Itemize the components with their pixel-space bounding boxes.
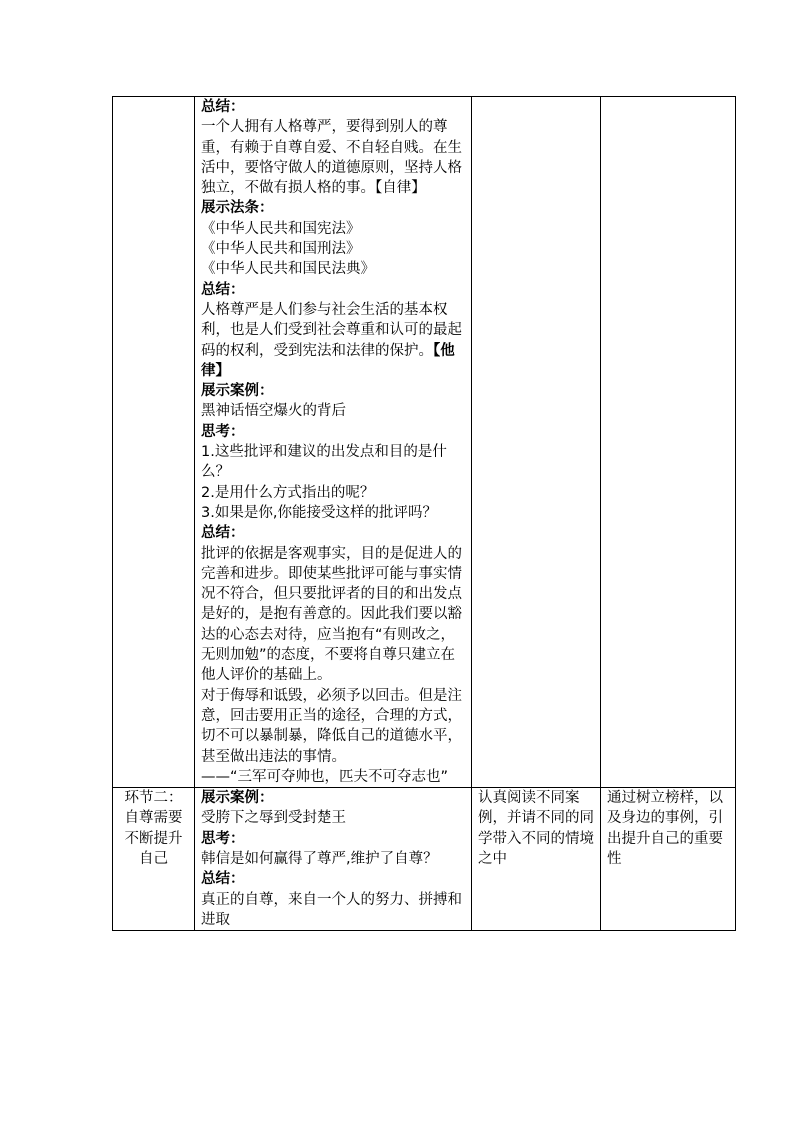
stage-cell: 环节二：自尊需要不断提升自己: [113, 788, 195, 931]
content-paragraph: 真正的自尊，来自一个人的努力、拼搏和进取: [201, 891, 462, 928]
question-item: 1.这些批评和建议的出发点和目的是什么？: [201, 444, 447, 481]
case-title: 黑神话悟空爆火的背后: [201, 403, 346, 420]
tag-self-discipline: 【自律】: [375, 180, 426, 197]
stage-cell: [113, 97, 195, 788]
tag-external-discipline: 【他律】: [201, 342, 455, 379]
design-intent-cell: 通过树立榜样，以及身边的事例，引出提升自己的重要性: [601, 788, 736, 931]
table-row: [113, 97, 736, 788]
student-activity-cell: [472, 97, 601, 788]
content-cell: [195, 788, 472, 931]
question-item: 2.是用什么方式指出的呢？: [201, 484, 375, 501]
think-heading: 思考：: [201, 830, 245, 847]
summary-heading: 总结：: [201, 281, 245, 298]
content-paragraph: 一个人拥有人格尊严，要得到别人的尊重，有赖于自尊自爱、不自轻自贱。在生活中，要恪守做人的道德原则，坚持人格独立，不做有损人格的事。【自律】: [201, 119, 462, 197]
content-paragraph: 人格尊严是人们参与社会生活的基本权利，也是人们受到社会尊重和认可的最起码的权利，受到宪法和法律的保护。【他律】: [201, 301, 462, 379]
table-row: [113, 788, 736, 931]
question-item: 韩信是如何赢得了尊严,维护了自尊？: [201, 850, 438, 867]
question-item: 3.如果是你,你能接受这样的批评吗？: [201, 504, 437, 521]
law-item: 《中华人民共和国民法典》: [201, 261, 375, 278]
case-heading: 展示案例：: [201, 383, 274, 400]
summary-heading: 总结：: [201, 525, 245, 542]
student-activity-cell: 认真阅读不同案例，并请不同的同学带入不同的情境之中: [472, 788, 601, 931]
think-heading: 思考：: [201, 423, 245, 440]
law-item: 《中华人民共和国刑法》: [201, 241, 361, 258]
law-heading: 展示法条：: [201, 200, 274, 217]
quote: ——“三军可夺帅也，匹夫不可夺志也”: [201, 768, 449, 785]
case-title: 受胯下之辱到受封楚王: [201, 810, 346, 827]
content-cell: [195, 97, 472, 788]
design-intent-cell: [601, 97, 736, 788]
case-heading: 展示案例：: [201, 790, 274, 807]
summary-heading: 总结：: [201, 99, 245, 115]
lesson-plan-table: [112, 96, 736, 931]
summary-heading: 总结：: [201, 871, 245, 888]
law-item: 《中华人民共和国宪法》: [201, 220, 361, 237]
content-paragraph: 批评的依据是客观事实，目的是促进人的完善和进步。即使某些批评可能与事实情况不符合，但只要批评者的目的和出发点是好的，是抱有善意的。因此我们要以豁达的心态去对待，应当抱有“有则改之，无则加勉”的态度，不要将自尊只建立在他人评价的基础上。: [201, 545, 462, 684]
content-paragraph: 对于侮辱和诋毁，必须予以回击。但是注意，回击要用正当的途径，合理的方式，切不可以暴制暴，降低自己的道德水平，甚至做出违法的事情。: [201, 687, 462, 765]
